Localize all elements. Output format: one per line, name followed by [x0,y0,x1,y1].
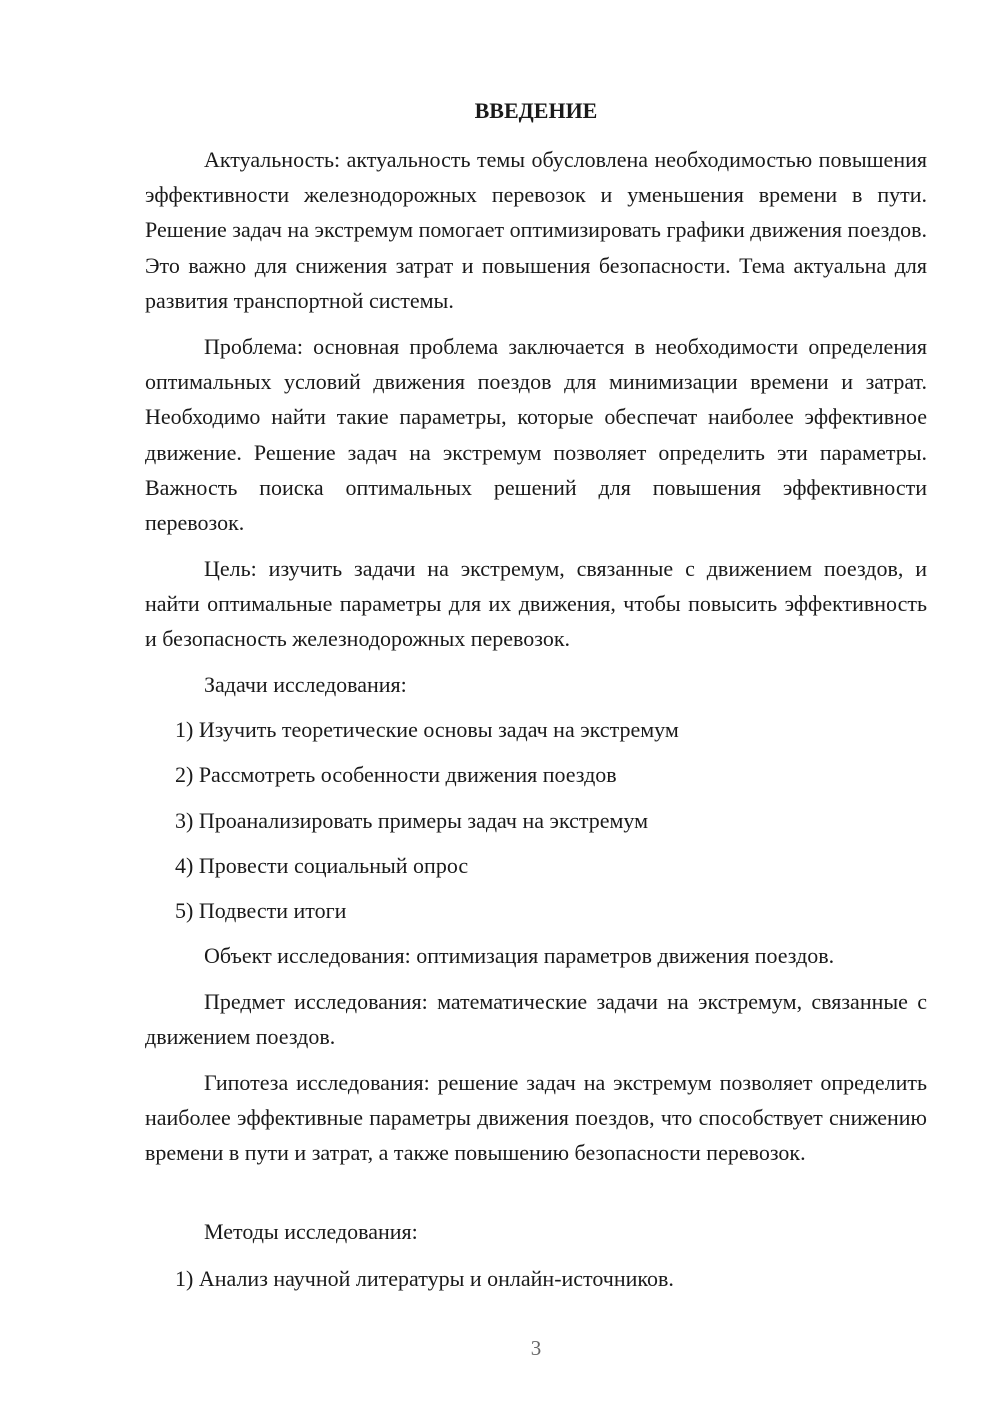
methods-heading: Методы исследования: [204,1219,418,1244]
relevance-paragraph: Актуальность: актуальность темы обусловлена необходимостью повышения эффективности железнодорожных перевозок и уменьшения времени в пути. Решение задач на экстремум помогает оптимизировать графики движения поездов. Это важно для снижения затрат и повышения безопасности. Тема актуальна для развития транспортной системы. [145,147,927,313]
hypothesis-paragraph: Гипотеза исследования: решение задач на экстремум позволяет определить наиболее эффективные параметры движения поездов, что способствует снижению времени в пути и затрат, а также повышению безопасности перевозок. [145,1070,927,1166]
page-number: 3 [530,1336,542,1360]
task-item: 5) Подвести итоги [175,898,347,923]
task-item: 4) Провести социальный опрос [175,853,469,878]
task-item: 3) Проанализировать примеры задач на экстремум [175,808,649,833]
subject-paragraph: Предмет исследования: математические задачи на экстремум, связанные с движением поездов. [145,989,927,1050]
method-item: 1) Анализ научной литературы и онлайн-источников. [175,1266,674,1291]
object-paragraph: Объект исследования: оптимизация параметров движения поездов. [204,943,835,968]
goal-paragraph: Цель: изучить задачи на экстремум, связанные с движением поездов, и найти оптимальные параметры для их движения, чтобы повысить эффективность и безопасность железнодорожных перевозок. [145,556,927,652]
page-title: ВВЕДЕНИЕ [474,98,598,123]
task-item: 2) Рассмотреть особенности движения поездов [175,762,617,787]
tasks-heading: Задачи исследования: [204,672,407,697]
problem-paragraph: Проблема: основная проблема заключается в необходимости определения оптимальных условий движения поездов для минимизации времени и затрат. Необходимо найти такие параметры, которые обеспечат наиболее эффективное движение. Решение задач на экстремум позволяет определить эти параметры. Важность поиска оптимальных решений для повышения эффективности перевозок. [145,334,927,536]
task-item: 1) Изучить теоретические основы задач на экстремум [175,717,679,742]
